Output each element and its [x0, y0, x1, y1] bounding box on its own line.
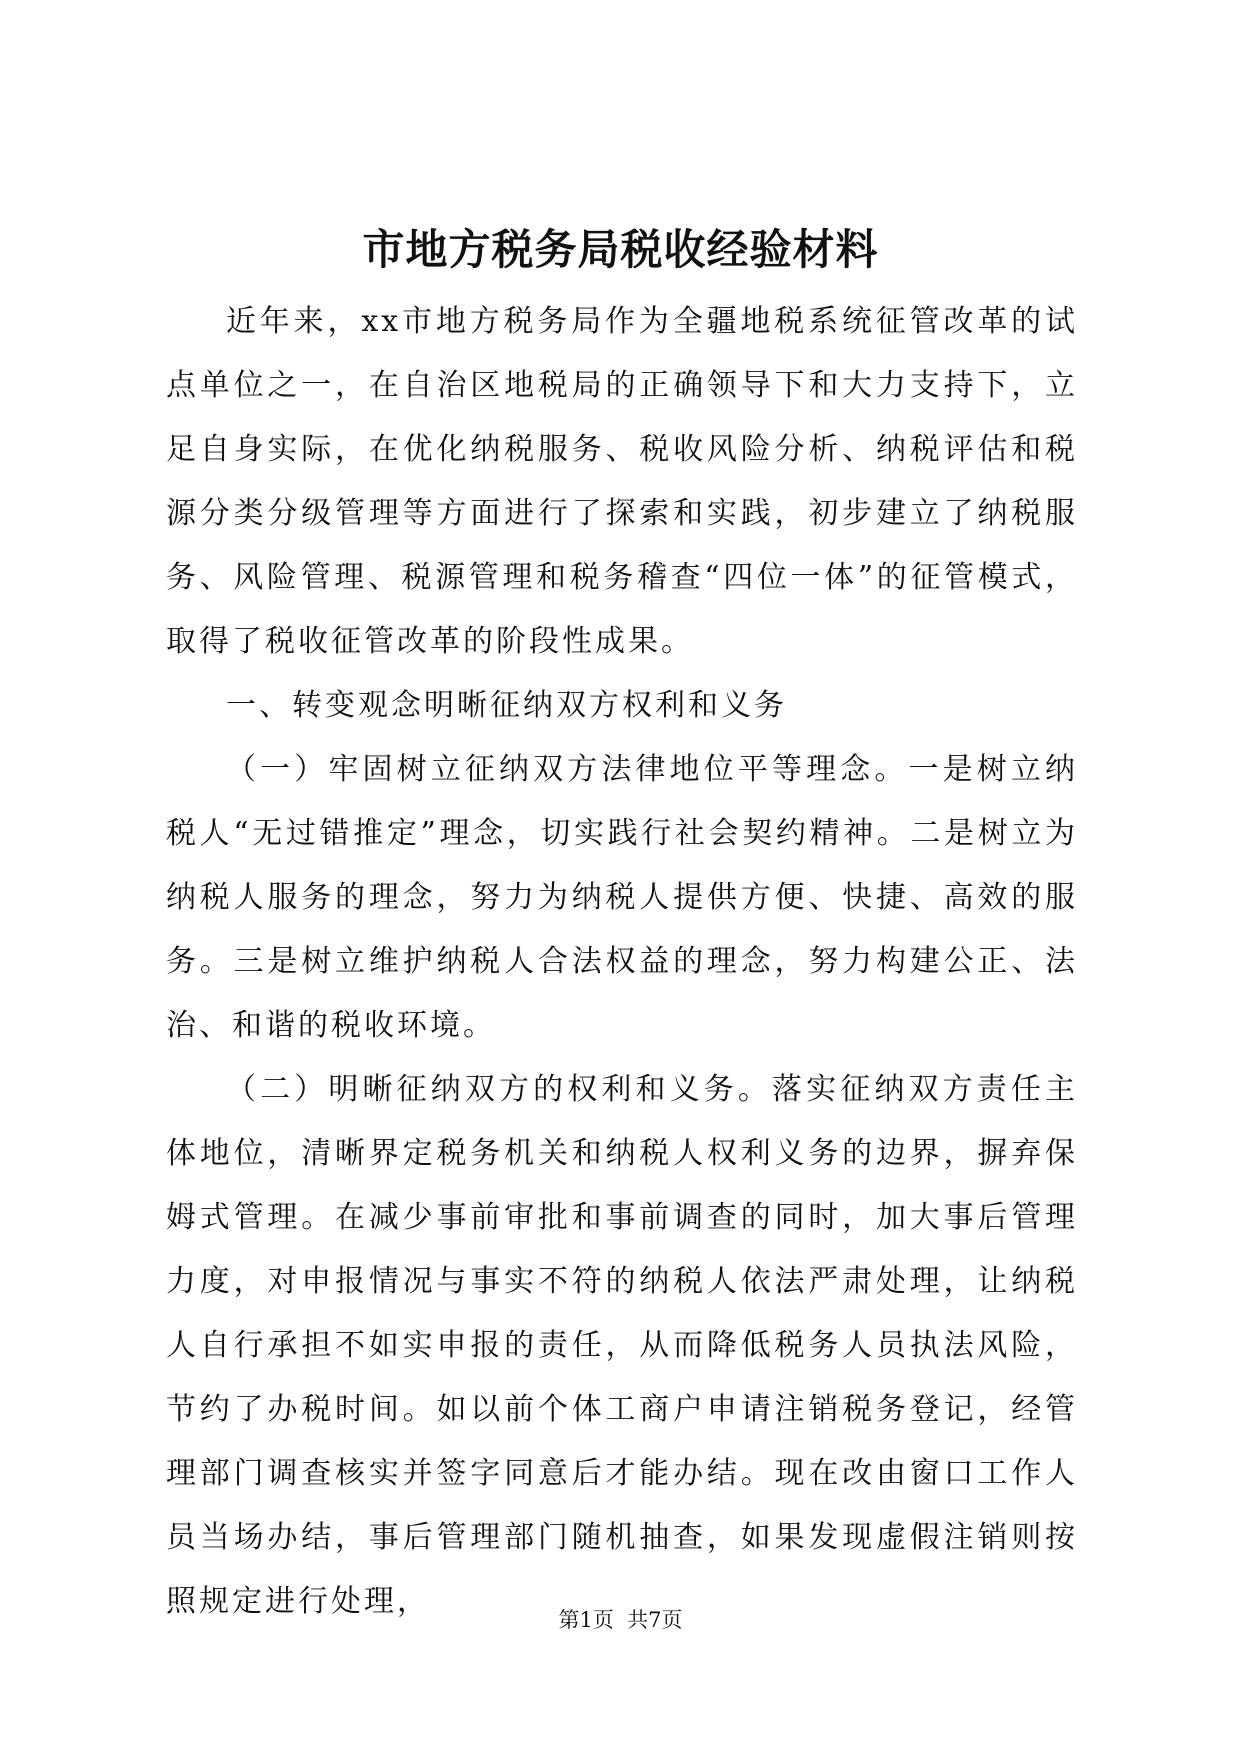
page-total: 7	[648, 1608, 662, 1632]
paragraph-intro: 近年来，xx市地方税务局作为全疆地税系统征管改革的试点单位之一，在自治区地税局的正确领导下和大力支持下，立足自身实际，在优化纳税服务、税收风险分析、纳税评估和税源分类分级管理等方面进行了探索和实践，初步建立了纳税服务、风险管理、税源管理和税务稽查“四位一体”的征管模式，取得了税收征管改革的阶段性成果。	[166, 304, 1078, 659]
document-body	[166, 290, 1078, 1634]
page-current: 1	[579, 1608, 593, 1632]
document-title: 市地方税务局税收经验材料	[362, 225, 879, 274]
page-label-mid: 页 共	[592, 1608, 649, 1632]
section-heading-1: 一、转变观念明晰征纳双方权利和义务	[226, 688, 787, 723]
page-label-suffix: 页	[661, 1608, 683, 1632]
page-footer	[0, 1606, 1241, 1634]
paragraph-1-2: （二）明晰征纳双方的权利和义务。落实征纳双方责任主体地位，清晰界定税务机关和纳税人权利义务的边界，摒弃保姆式管理。在减少事前审批和事前调查的同时，加大事后管理力度，对申报情况与事实不符的纳税人依法严肃处理，让纳税人自行承担不如实申报的责任，从而降低税务人员执法风险，节约了办税时间。如以前个体工商户申请注销税务登记，经管理部门调查核实并签字同意后才能办结。现在改由窗口工作人员当场办结，事后管理部门随机抽查，如果发现虚假注销则按照规定进行处理，	[166, 1072, 1078, 1619]
paragraph-1-1: （一）牢固树立征纳双方法律地位平等理念。一是树立纳税人“无过错推定”理念，切实践行社会契约精神。二是树立为纳税人服务的理念，努力为纳税人提供方便、快捷、高效的服务。三是树立维护纳税人合法权益的理念，努力构建公正、法治、和谐的税收环境。	[166, 752, 1078, 1043]
page-label-prefix: 第	[558, 1608, 580, 1632]
